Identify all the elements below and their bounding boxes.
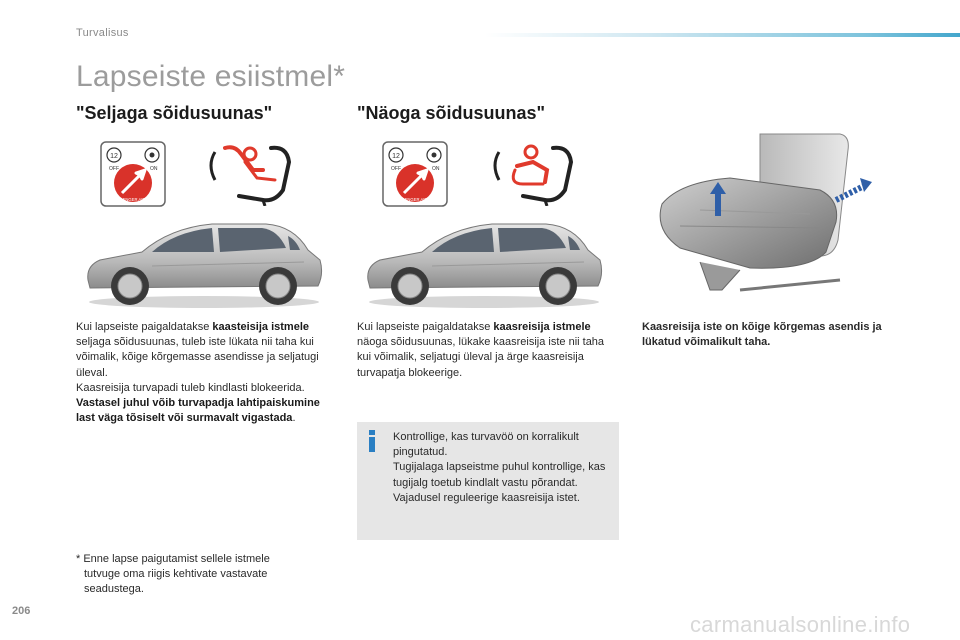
heading-rear-facing: "Seljaga sõidusuunas" xyxy=(76,103,273,123)
footnote-line: tutvuge oma riigis kehtivate vastavate seadustega. xyxy=(84,568,268,595)
car-image xyxy=(362,214,606,310)
on-label: ON xyxy=(432,166,440,172)
rear-facing-instructions xyxy=(76,320,326,426)
car-image xyxy=(82,214,326,310)
seat-position-caption: Kaasreisija iste on kõige kõrgemas asendis ja lükatud võimalikult taha. xyxy=(642,321,882,349)
bold-fragment: kaasreisija istmele xyxy=(493,321,591,333)
footnote-marker: * xyxy=(76,553,81,565)
forward-facing-instructions xyxy=(357,320,619,381)
text-fragment: Kaasreisija turvapadi tuleb kindlasti blokeerida. xyxy=(76,381,305,394)
off-label: OFF xyxy=(109,166,119,172)
footnote xyxy=(76,552,316,597)
svg-text:12: 12 xyxy=(392,153,400,160)
airbag-off-warning-icon xyxy=(382,141,448,207)
passenger-airbag-label: PASSENGER AIRBAG xyxy=(111,197,155,202)
info-icon xyxy=(367,430,377,452)
passenger-airbag-label: PASSENGER AIRBAG xyxy=(393,197,437,202)
text-fragment: seljaga sõidusuunas, tuleb iste lükata nii taha kui võimalik, kõige kõrgemasse asendisse ja seljatugi üleval. xyxy=(76,336,319,379)
svg-text:12: 12 xyxy=(110,153,118,160)
seat-image xyxy=(640,130,880,305)
off-label: OFF xyxy=(391,166,401,172)
text-fragment: Kui lapseiste paigaldatakse xyxy=(76,321,213,333)
header-line xyxy=(485,33,960,37)
page-title: Lapseiste esiistmel* xyxy=(76,60,346,93)
on-label: ON xyxy=(150,166,158,172)
warning-text: Vastasel juhul võib turvapadja lahtipaiskumine last väga tõsiselt või surmavalt vigastada xyxy=(76,397,320,425)
bold-fragment: kaasteisija istmele xyxy=(212,321,309,333)
note-line: Kontrollige, kas turvavöö on korralikult pingutatud. xyxy=(393,431,579,459)
footnote-line: Enne lapse paigutamist sellele istmele xyxy=(83,553,270,565)
page-number: 206 xyxy=(12,605,31,617)
watermark: carmanualsonline.info xyxy=(690,612,911,637)
heading-forward-facing: "Näoga sõidusuunas" xyxy=(357,103,546,123)
text-fragment: . xyxy=(292,412,296,425)
info-note-text xyxy=(393,430,615,506)
airbag-off-warning-icon xyxy=(100,141,166,207)
note-line: Tugijalaga lapseistme puhul kontrollige, kas tugijalg toetub kindlalt vastu põrandat. Vajadusel reguleerige kaasreisija istet. xyxy=(393,461,606,504)
child-seat-rear-facing-icon xyxy=(205,140,305,206)
child-seat-forward-facing-icon xyxy=(487,140,587,206)
text-fragment: näoga sõidusuunas, lükake kaasreisija iste nii taha kui võimalik, seljatugi üleval ja ärge kaasreisija turvapatja blokeerige. xyxy=(357,336,605,379)
section-title: Turvalisus xyxy=(76,27,129,39)
text-fragment: Kui lapseiste paigaldatakse xyxy=(357,321,494,333)
